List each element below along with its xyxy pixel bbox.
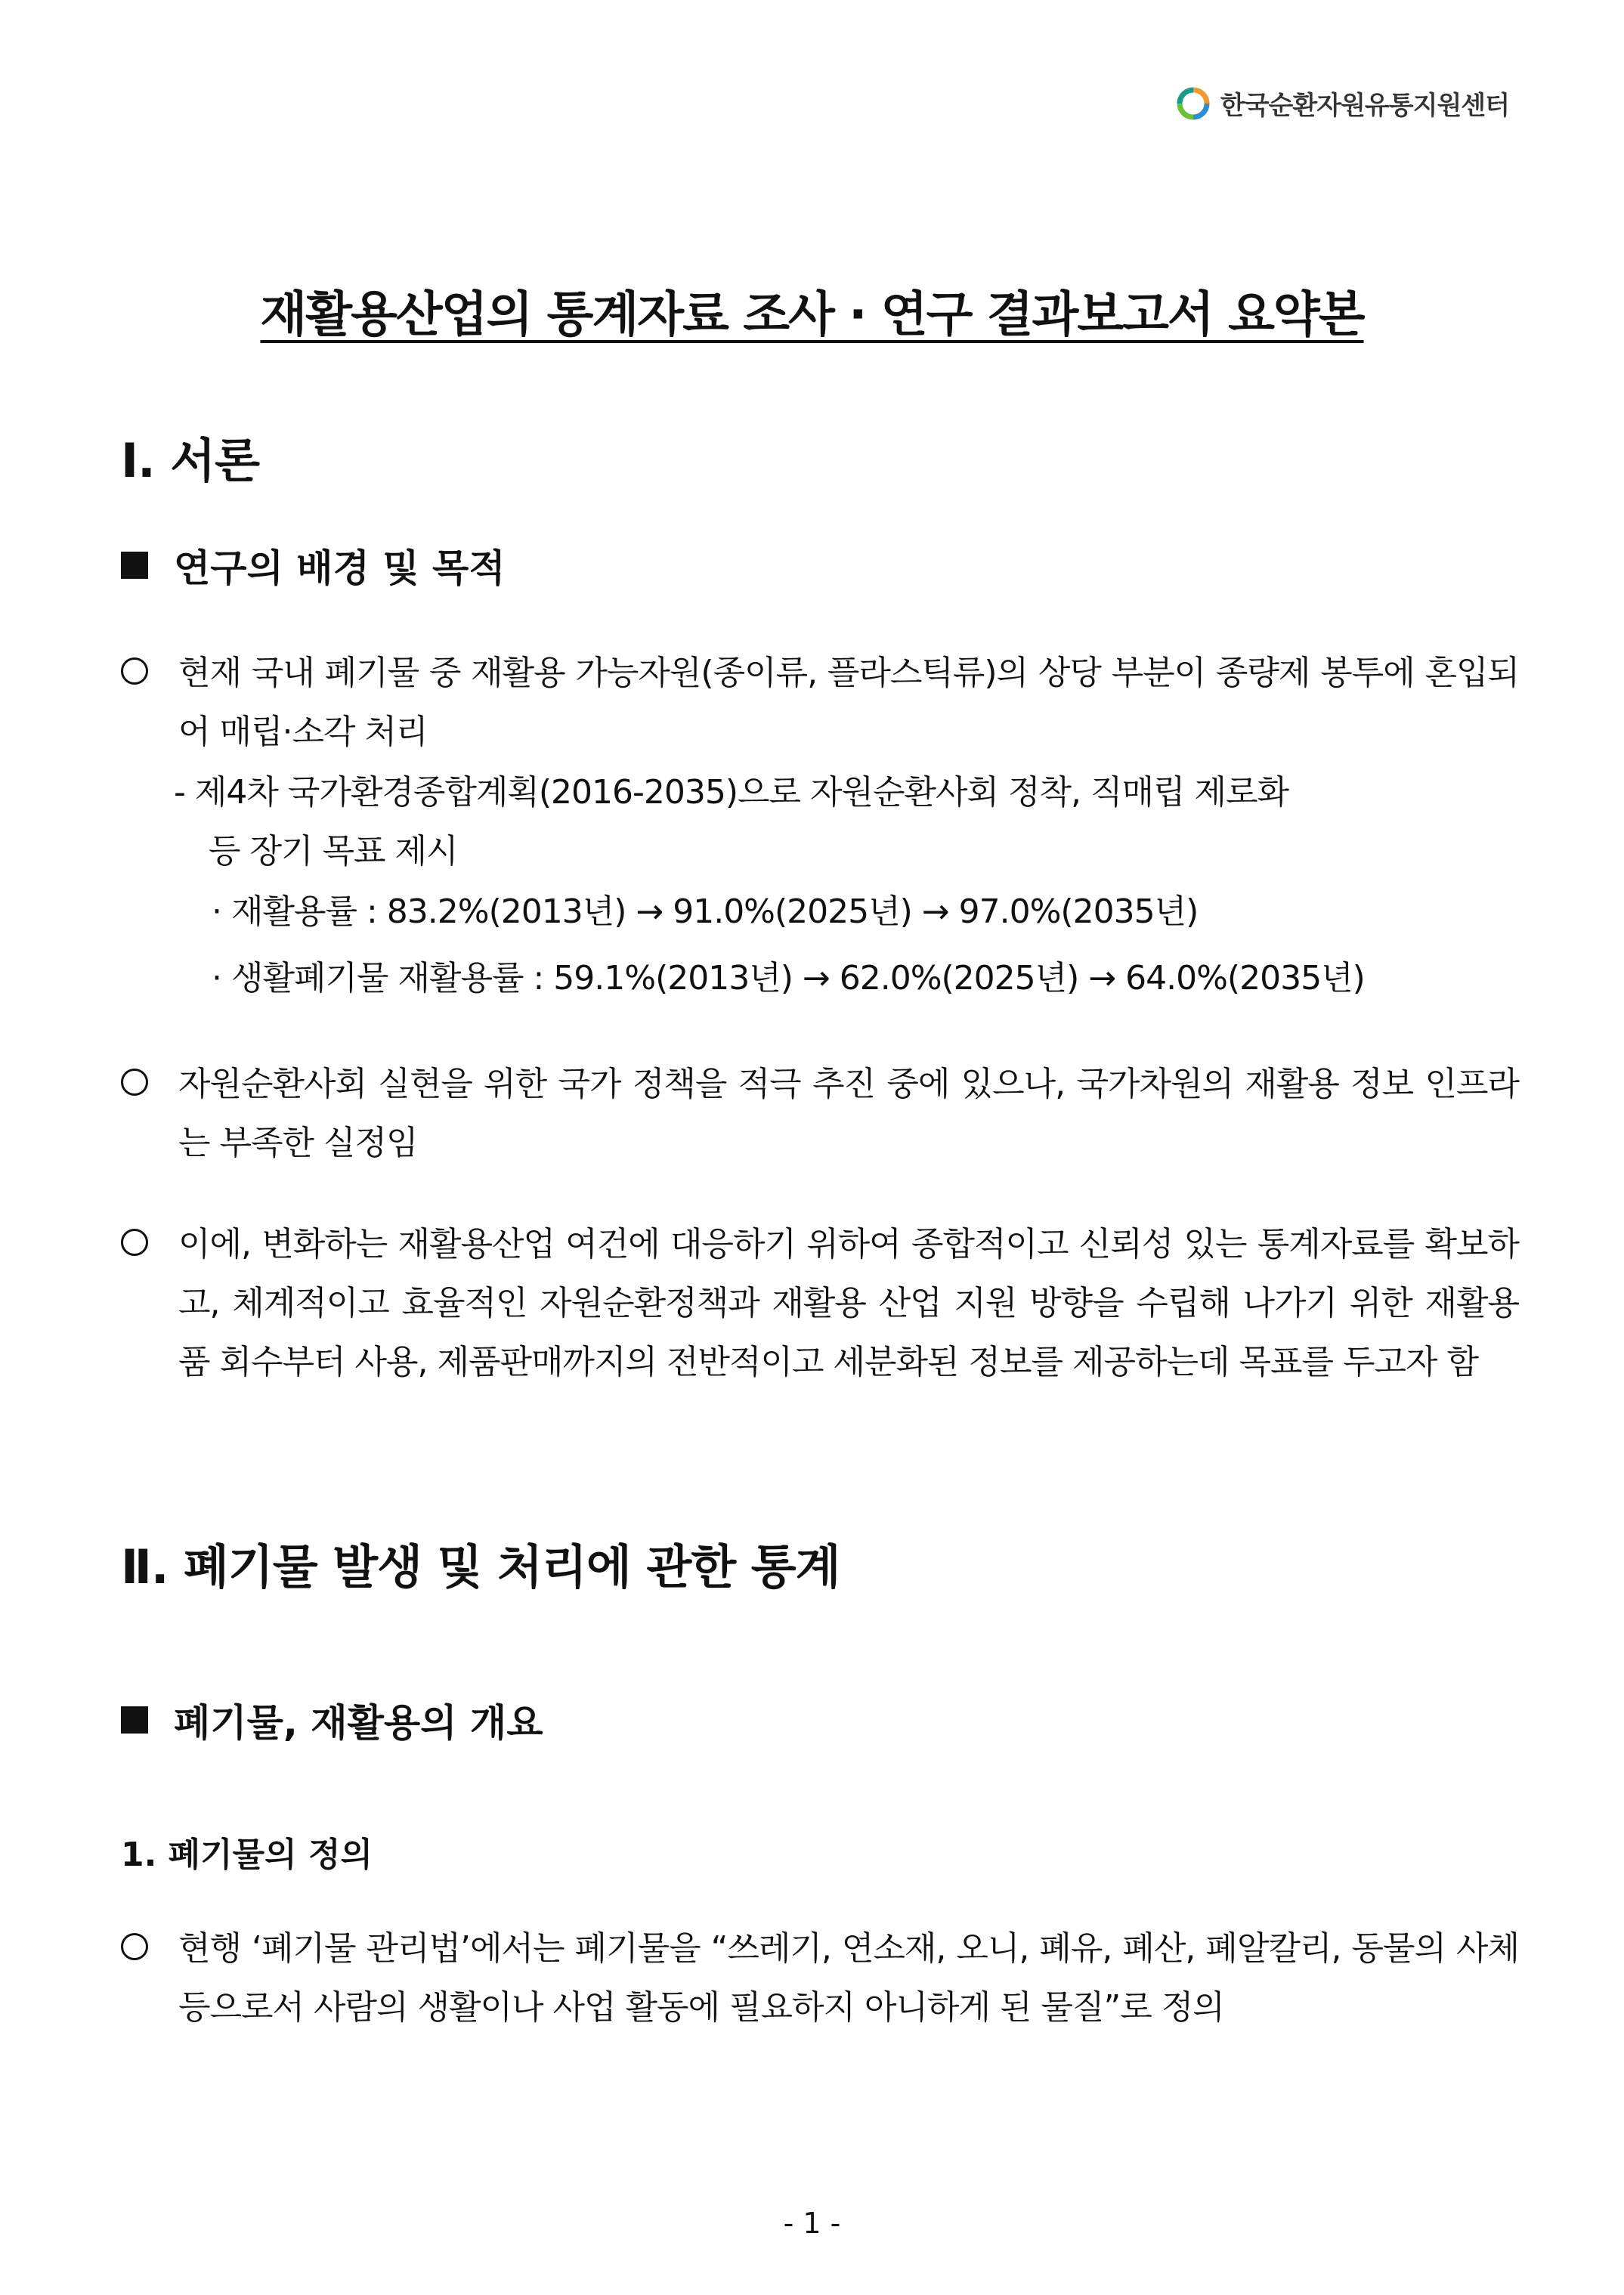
- page-number: - 1 -: [783, 2207, 841, 2240]
- section-1-heading: Ⅰ. 서론: [121, 433, 259, 488]
- section-1-dash-item: [174, 763, 1519, 881]
- section-1-paragraph-2: [121, 1055, 1519, 1173]
- dash-item-line-2: 등 장기 목표 제시: [209, 832, 458, 871]
- section-2-subheading: [121, 1693, 543, 1747]
- section-2-item-heading: 1. 폐기물의 정의: [121, 1836, 373, 1874]
- section-1-paragraph-3: [121, 1215, 1519, 1392]
- square-bullet-icon: [121, 1706, 148, 1734]
- paragraph-text: 이에, 변화하는 재활용산업 여건에 대응하기 위하여 종합적이고 신뢰성 있는 통계자료를 확보하고, 체계적이고 효율적인 자원순환정책과 재활용 산업 지원 방향을 수립해 나가기 위한 재활용품 회수부터 사용, 제품판매까지의 전반적이고 세분화된 정보를 제공하는데 목표를 두고자 함: [178, 1225, 1519, 1381]
- circle-bullet-icon: [121, 1933, 148, 1960]
- circle-bullet-icon: [121, 657, 148, 685]
- square-bullet-icon: [121, 552, 148, 579]
- dash-item-line-1: - 제4차 국가환경종합계획(2016-2035)으로 자원순환사회 정착, 직매립 제로화: [174, 773, 1289, 812]
- document-title-text: 재활용산업의 통계자료 조사 · 연구 결과보고서 요약본: [260, 287, 1364, 343]
- header-logo: [1177, 85, 1509, 122]
- section-1-bullet-2: · 생활폐기물 재활용률 : 59.1%(2013년) → 62.0%(2025년) → 64.0%(2035년): [212, 959, 1365, 997]
- paragraph-text: 현재 국내 폐기물 중 재활용 가능자원(종이류, 플라스틱류)의 상당 부분이 종량제 봉투에 혼입되어 매립·소각 처리: [178, 654, 1519, 751]
- document-title: [0, 276, 1624, 345]
- circle-bullet-icon: [121, 1069, 148, 1096]
- paragraph-text: 현행 ‘폐기물 관리법’에서는 폐기물을 “쓰레기, 연소재, 오니, 폐유, 폐산, 폐알칼리, 동물의 사체 등으로서 사람의 생활이나 사업 활동에 필요하지 아니하게 된 물질”로 정의: [178, 1929, 1519, 2027]
- section-1-bullet-1: · 재활용률 : 83.2%(2013년) → 91.0%(2025년) → 97.0%(2035년): [212, 892, 1199, 931]
- paragraph-text: 자원순환사회 실현을 위한 국가 정책을 적극 추진 중에 있으나, 국가차원의 재활용 정보 인프라는 부족한 실정임: [178, 1065, 1519, 1162]
- recycle-logo-icon: [1177, 87, 1210, 120]
- org-name: 한국순환자원유통지원센터: [1220, 91, 1509, 121]
- section-1-paragraph-1: [121, 644, 1519, 762]
- section-1-subheading-text: 연구의 배경 및 목적: [174, 546, 506, 590]
- section-2-subheading-text: 폐기물, 재활용의 개요: [174, 1701, 543, 1745]
- section-1-subheading: [121, 538, 506, 592]
- circle-bullet-icon: [121, 1229, 148, 1256]
- section-2-heading: Ⅱ. 폐기물 발생 및 처리에 관한 통계: [121, 1539, 840, 1594]
- section-2-paragraph-1: [121, 1919, 1519, 2037]
